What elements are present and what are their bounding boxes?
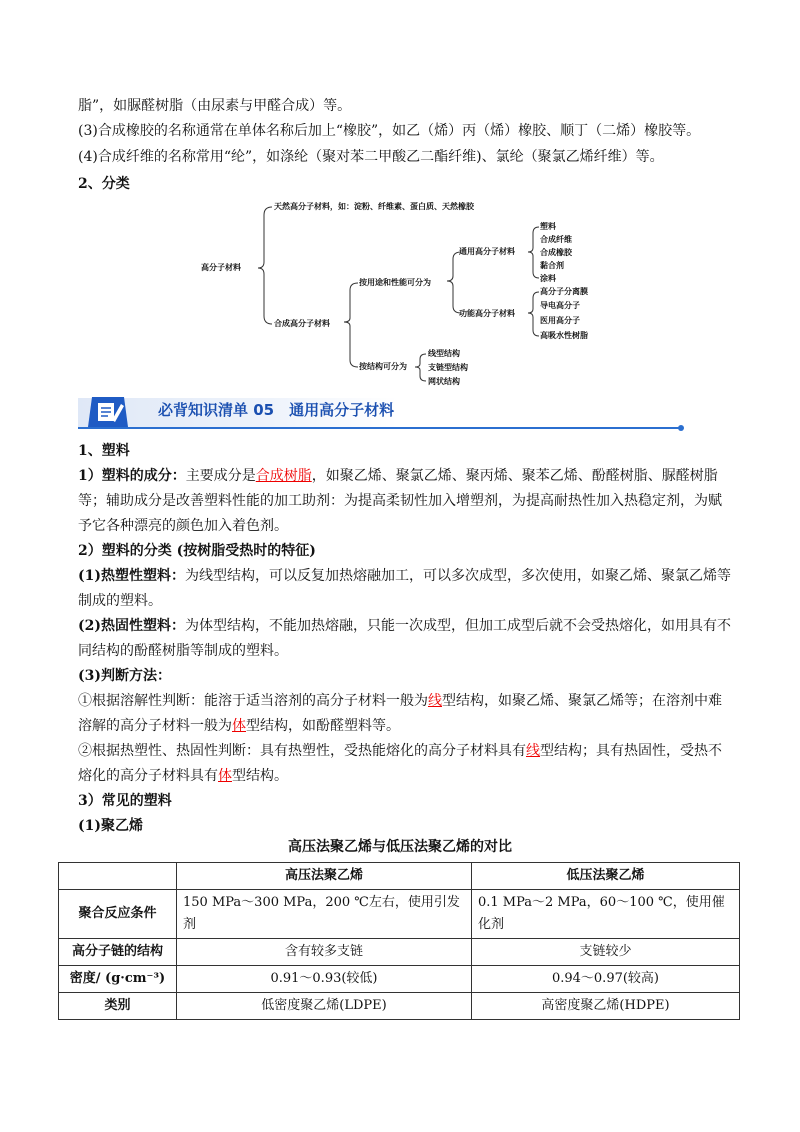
paragraph-composition-1 [78,466,718,486]
paragraph-judge-1b [78,716,400,736]
tree-by-use: 按用途和性能可分为 [359,278,431,287]
paragraph-composition-3: 予它各种漂亮的颜色加入着色剂。 [78,518,288,534]
paragraph-judge-2a [78,741,722,761]
tree-general-item: 合成纤维 [540,235,572,244]
cell-low: 0.1 MPa～2 MPa，60～100 ℃，使用催化剂 [472,890,740,939]
intro-line-2: (3)合成橡胶的名称通常在单体名称后加上“橡胶”，如乙（烯）丙（烯）橡胶、顺丁（二烯）橡胶等。 [78,123,701,139]
cell-low: 支链较少 [472,939,740,966]
text: 型结构，如聚乙烯、聚氯乙烯等；在溶剂中难 [442,693,722,709]
heading-classification: 2）塑料的分类 (按树脂受热时的特征) [78,543,316,559]
text: ①根据溶解性判断：能溶于适当溶剂的高分子材料一般为 [78,693,428,709]
tree-general-item: 黏合剂 [540,261,564,270]
cell-high: 150 MPa～300 MPa，200 ℃左右，使用引发剂 [177,890,472,939]
cell-high: 0.91～0.93(较低) [177,966,472,993]
paragraph-thermoplastic-1 [78,566,731,586]
intro-line-1: 脂”，如脲醛树脂（由尿素与甲醛合成）等。 [78,98,352,114]
text: 溶解的高分子材料一般为 [78,718,232,734]
classify-heading: 2、分类 [78,176,130,192]
text: 熔化的高分子材料具有 [78,768,218,784]
banner-title: 必背知识清单 05 通用高分子材料 [158,401,395,419]
highlight-linear: 线 [428,693,442,709]
paragraph-thermoset-2: 同结构的酚醛树脂等制成的塑料。 [78,643,288,659]
table-header [59,863,177,890]
tree-synthetic: 合成高分子材料 [274,319,330,328]
comparison-table [58,862,740,1020]
row-label: 聚合反应条件 [59,890,177,939]
tree-functional: 功能高分子材料 [459,309,515,318]
banner-dot [678,425,684,431]
text: 型结构；具有热固性，受热不 [540,743,722,759]
tree-functional-item: 医用高分子 [540,316,580,325]
intro-line-3: (4)合成纤维的名称常用“纶”，如涤纶（聚对苯二甲酸乙二酯纤维)、氯纶（聚氯乙烯纤维）等。 [78,149,664,165]
text: ，如聚乙烯、聚氯乙烯、聚丙烯、聚苯乙烯、酚醛树脂、脲醛树脂 [311,468,718,484]
paragraph-thermoset-1 [78,616,731,636]
paragraph-judge-1a [78,691,722,711]
table-row [59,939,740,966]
highlight-network: 体 [218,768,232,784]
notepad-pencil-icon [88,395,128,429]
table-row [59,890,740,939]
tree-structure-item: 网状结构 [428,377,460,386]
tree-structure-item: 支链型结构 [428,363,468,372]
tree-structure-item: 线型结构 [428,349,460,358]
cell-high: 含有较多支链 [177,939,472,966]
text: 为线型结构，可以反复加热熔融加工，可以多次成型，多次使用，如聚乙烯、聚氯乙烯等 [185,568,731,584]
text: 为体型结构，不能加热熔融，只能一次成型，但加工成型后就不会受热熔化，如用具有不 [185,618,731,634]
row-label: 密度/ (g·cm⁻³) [59,966,177,993]
row-label: 类别 [59,993,177,1020]
tree-natural: 天然高分子材料，如：淀粉、纤维素、蛋白质、天然橡胶 [274,202,474,211]
table-caption: 高压法聚乙烯与低压法聚乙烯的对比 [288,839,512,855]
cell-high: 低密度聚乙烯(LDPE) [177,993,472,1020]
text: ②根据热塑性、热固性判断：具有热塑性，受热能熔化的高分子材料具有 [78,743,526,759]
highlight-network: 体 [232,718,246,734]
text: 主要成分是 [185,468,256,484]
row-label: 高分子链的结构 [59,939,177,966]
text: 型结构，如酚醛塑料等。 [246,718,400,734]
table-row [59,993,740,1020]
highlight-linear: 线 [526,743,540,759]
table-header-row [59,863,740,890]
tree-general: 通用高分子材料 [459,247,515,256]
table-header: 高压法聚乙烯 [177,863,472,890]
tree-root: 高分子材料 [201,263,241,272]
tree-general-item: 合成橡胶 [540,248,572,257]
cell-low: 高密度聚乙烯(HDPE) [472,993,740,1020]
label-thermoset: (2)热固性塑料： [78,618,185,634]
section-banner [78,395,683,433]
tree-general-item: 塑料 [540,222,556,231]
heading-polyethylene: (1)聚乙烯 [78,818,143,834]
paragraph-thermoplastic-2: 制成的塑料。 [78,593,162,609]
heading-judge: (3)判断方法： [78,668,171,684]
classification-tree-lines [0,0,800,400]
label-composition: 1）塑料的成分： [78,468,186,484]
tree-by-structure: 按结构可分为 [359,362,407,371]
heading-common-plastics: 3）常见的塑料 [78,793,172,809]
cell-low: 0.94～0.97(较高) [472,966,740,993]
table-header: 低压法聚乙烯 [472,863,740,890]
tree-functional-item: 高吸水性树脂 [540,331,588,340]
banner-underline [78,427,683,429]
text: 型结构。 [232,768,288,784]
table-row [59,966,740,993]
tree-functional-item: 导电高分子 [540,301,580,310]
paragraph-composition-2: 等；辅助成分是改善塑料性能的加工助剂：为提高柔韧性加入增塑剂，为提高耐热性加入热稳定剂，为赋 [78,493,722,509]
label-thermoplastic: (1)热塑性塑料： [78,568,185,584]
tree-general-item: 涂料 [540,274,556,283]
highlight-synthetic-resin: 合成树脂 [255,468,312,484]
tree-functional-item: 高分子分离膜 [540,287,588,296]
paragraph-judge-2b [78,766,288,786]
heading-plastics: 1、塑料 [78,443,130,459]
